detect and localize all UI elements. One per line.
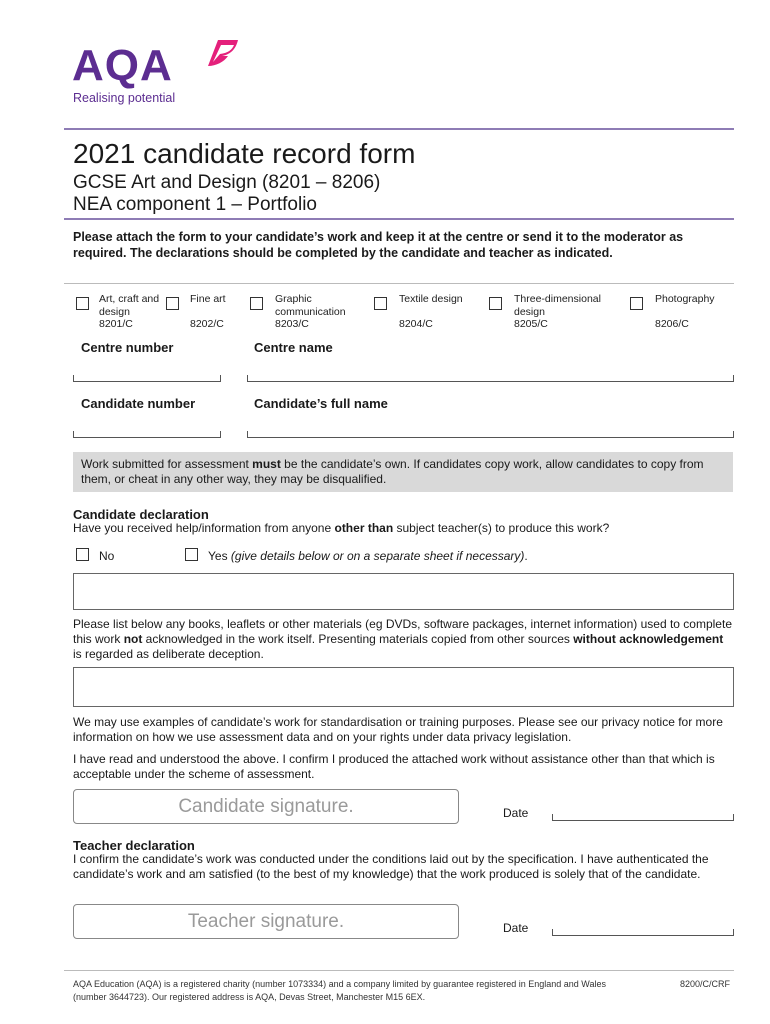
yes-label: Yes (give details below or on a separate sheet if necessary). (208, 549, 528, 563)
teacher-signature-field[interactable] (73, 904, 459, 939)
footer-legal-text: AQA Education (AQA) is a registered charity (number 1073334) and a company limited by guarantee registered in England and Wales (number 3644723). Our registered address is AQA, Devas Street, Manchester M15 6EX. (73, 979, 606, 1002)
tagline: Realising potential (73, 91, 176, 105)
candidate-signature-field[interactable] (73, 789, 459, 824)
option-code-photography: 8206/C (655, 318, 689, 330)
teacher-declaration-text: I confirm the candidate’s work was conducted under the conditions laid out by the specification. I have authenticated the candidate’s work and am satisfied (to the best of my knowledge) that the work produced is solely that of the candidate. (73, 852, 709, 881)
option-code-art-craft-design: 8201/C (99, 318, 133, 330)
checkbox-fine-art[interactable] (166, 297, 179, 310)
teacher-declaration-heading: Teacher declaration (73, 838, 195, 853)
aqa-logo-mark-icon (204, 36, 240, 70)
footer-form-code: 8200/C/CRF (680, 979, 731, 989)
instructions: Please attach the form to your candidate’s work and keep it at the centre or send it to the moderator as required. The declarations should be completed by the candidate and teacher as indicated. (73, 230, 684, 260)
checkbox-photography[interactable] (630, 297, 643, 310)
instructions-divider (64, 283, 734, 284)
option-label-art-craft-design: Art, craft and design (99, 293, 160, 318)
candidate-name-field[interactable] (247, 431, 734, 439)
header-divider (64, 128, 734, 130)
option-code-graphic-communication: 8203/C (275, 318, 309, 330)
centre-name-field[interactable] (247, 375, 734, 383)
form-subtitle-course: GCSE Art and Design (8201 – 8206) (73, 172, 381, 193)
form-title: 2021 candidate record form (73, 138, 416, 169)
teacher-date-field[interactable] (552, 929, 734, 937)
warning-text: Work submitted for assessment must be the candidate’s own. If candidates copy work, allow candidates to copy from them, or cheat in any other way, they may be disqualified. (81, 457, 704, 486)
option-label-textile-design: Textile design (399, 293, 463, 305)
aqa-logo-text: AQA (72, 41, 173, 90)
option-label-fine-art: Fine art (190, 293, 226, 305)
candidate-declaration-heading: Candidate declaration (73, 507, 209, 522)
checkbox-yes[interactable] (185, 548, 198, 561)
candidate-confirmation: I have read and understood the above. I confirm I produced the attached work without assistance other than that which is acceptable under the scheme of assessment. (73, 752, 715, 781)
checkbox-no[interactable] (76, 548, 89, 561)
option-label-graphic-communication: Graphic communication (275, 293, 346, 318)
candidate-name-label: Candidate’s full name (254, 396, 388, 411)
option-code-three-dimensional-design: 8205/C (514, 318, 548, 330)
teacher-date-label: Date (503, 921, 529, 935)
help-question: Have you received help/information from anyone other than subject teacher(s) to produce this work? (73, 521, 610, 535)
title-divider (64, 218, 734, 220)
materials-instructions: Please list below any books, leaflets or other materials (eg DVDs, software packages, internet information) used to complete this work not acknowledged in the work itself. Presenting materials copied from other sources without acknowledgement is regarded as deliberate deception. (73, 617, 732, 661)
checkbox-graphic-communication[interactable] (250, 297, 263, 310)
candidate-signature-placeholder: Candidate signature. (178, 796, 354, 817)
option-code-fine-art: 8202/C (190, 318, 224, 330)
centre-number-field[interactable] (73, 375, 221, 383)
materials-textbox[interactable] (73, 667, 734, 707)
candidate-number-label: Candidate number (81, 396, 196, 411)
centre-number-label: Centre number (81, 340, 174, 355)
checkbox-art-craft-design[interactable] (76, 297, 89, 310)
candidate-date-field[interactable] (552, 814, 734, 822)
centre-name-label: Centre name (254, 340, 333, 355)
option-code-textile-design: 8204/C (399, 318, 433, 330)
checkbox-textile-design[interactable] (374, 297, 387, 310)
checkbox-three-dimensional-design[interactable] (489, 297, 502, 310)
footer-divider (64, 970, 734, 971)
candidate-date-label: Date (503, 806, 529, 820)
candidate-number-field[interactable] (73, 431, 221, 439)
no-label: No (99, 549, 115, 563)
privacy-notice: We may use examples of candidate’s work for standardisation or training purposes. Please see our privacy notice for more information on how we use assessment data and on your rights under data privacy legislation. (73, 715, 723, 744)
option-label-photography: Photography (655, 293, 715, 305)
option-label-three-dimensional-design: Three-dimensional design (514, 293, 601, 318)
form-subtitle-component: NEA component 1 – Portfolio (73, 194, 317, 215)
help-details-textbox[interactable] (73, 573, 734, 610)
teacher-signature-placeholder: Teacher signature. (187, 911, 345, 932)
